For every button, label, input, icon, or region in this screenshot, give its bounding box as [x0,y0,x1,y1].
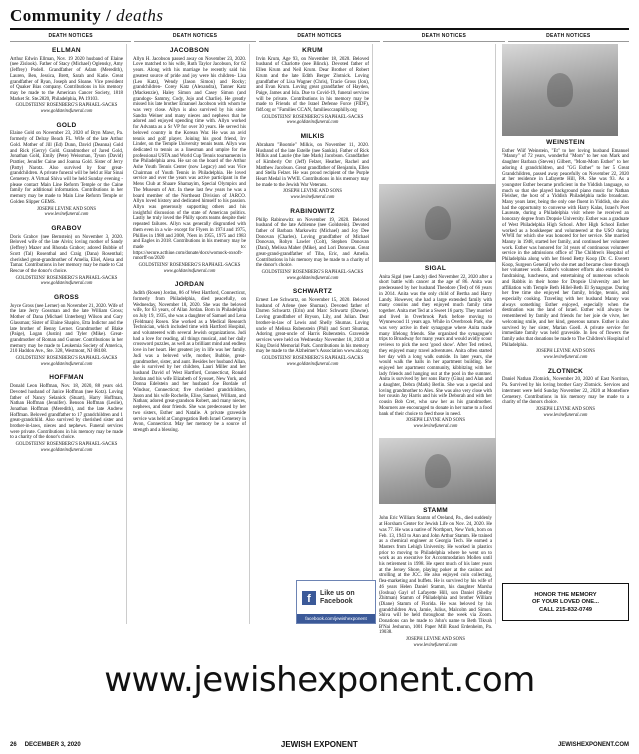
obituary-text: Allyn H. Jacobson passed away on November 23, 2020. Love matched to his wife, Ruth Taylor Jacobson, for 62 years. Along with his marriage he recently said his greatest source of pride and joy were his children- Lisa (Leo Katz), Wendy (Jason Simon) and Rocky; grandchildren- Corey Katz (Alexandra), Tanner Katz (Mackenzie), Haley Simon and Casey Simon (and grandogs- Sammy, Cody, Jojo and Charlie). He greatly missed his late brother Emanuel Jacobson with whom he was very close. Allyn is also survived by his sister Sandra Weiner and many nieces and nephews that he adored and enjoyed spending time with. Allyn worked for Advanta as a Sr VP for over 30 years. He served his beloved country in the Korean War. He was an avid tennis and golf player. Joining his good friend, Irv Linder, on the Temple University tennis team. Allyn was dedicated to tennis as a linesman and umpire for the professional USTA and World Cup Tennis tournaments in the Philadelphia area. He sat on the board of the Arthur Ashe Youth Tennis Center (now Legacy) and was Vice Chairman of Youth Tennis in Philadelphia. He loved service and over the years was active participant in the Mens Club at Shaare Shamayim, Special Olympics and The Museum of Art. In these last few years he was a board member of the Northeast Division of JARCO. Allyn loved history and dedicated himself to his passion. Allyn was generously supporting others and his insightful discussion of the state of American politics. Lastly he truly loved the Philly sports teams despite their repeated failures. Allyn was generally disgruntled with them even in a win- except for Flyers in 1974 and 1975, Phillies in 1980 and 2008, 76ers in 1955, 1975 and 1983 and Eagles in 2018. Contributions in his memory may be made to: https://secure.acthiue.com/donate/docs/womock-oxsoft-runorff-no/2020 [133,56,246,262]
portrait-silhouette [547,73,573,107]
obituary [10,123,123,218]
obituary-photo [379,184,496,262]
notice-column-5 [502,44,629,624]
column-label: DEATH NOTICES [134,32,255,42]
funeral-home-website: www.goldsteinsfuneral.com [40,281,93,287]
page-number: 26 [10,741,17,748]
obituary [133,48,246,274]
issue-date: DECEMBER 3, 2020 [24,741,81,748]
obituary-name: SCHWARTZ [292,288,333,296]
obituary [379,508,492,649]
funeral-home-website: www.goldsteinsfuneral.com [40,447,93,453]
obituary [502,369,629,419]
obituary-text: Philip Rabinowitz on November 19, 2020. Beloved husband of the late Adrienne (nee Goldstein). Devoted father of Barbara Markowitz (Michael) and Joy Dee Donovan (Charles). Loving grandfather of Michael Donovan, Robyn Lawler (Colt), Stephen Donovan (Dani), Melissa Maher (Mike), and Lori Donovan. Great great-grand-grandfather of Tiba, Eric, and Amelia. Contributions in his memory may be made to a charity of the donor's choice. [256,217,369,269]
obituary-text: Donald Leon Hoffman, Nov. 18, 2020, 88 years old. Devoted husband of Janice Hoffman (nee Kotz). Loving father of Nancy Selanick (Stuart), Harry Hoffman, Nathan Hoffman (Jennifer). Benson Hoffman (Leslie), Jonathan Hoffman (Meredith), and the late Andrew Hoffman. Beloved grandfather to 17 grandchildren and 1 great-grandchild. Also survived by cherished sister and brother-in-laws, nieces and nephews. Funeral services were private. Contributions in his memory may be made to a charity of the donor's choice. [10,384,123,441]
obituary [133,282,246,433]
obituary-name: STAMM [423,506,448,514]
obituary-text: Irvin Krum, Age 93, on November 18, 2020. Beloved husband of Charlotte (nee Blinck). Devoted father of Ellen Krum and Neil Krum. Dear Brother of Robert Krum and the late Edith Berger Zlotnick. Loving grandfather of Lisa Wagner (Chris), Tracie Gross (Jon), and Evan Krum. Loving great grandfather of Hayden, Paige, James and Isla. Due to Covid-19, funeral services will be private. Contributions in his memory may be made to Friends of the Israel Defense Force (FIDF), fidf.org or "Families CCAN, familiesccanphilly.org [256,56,369,114]
publication-site: JEWISHEXPONENT.COM [557,741,629,748]
funeral-home: GOLDSTEINS' ROSENBERG'S RAPHAEL-SACKS [15,275,118,281]
obituary-name: GOLD [56,121,77,129]
funeral-home-website: www.levinefuneral.com [543,412,588,418]
obituary-name: WEINSTEIN [546,139,585,146]
header-rule [10,28,629,30]
obituary-name: JORDAN [174,281,205,289]
obituary [256,48,369,126]
page-header [10,6,629,32]
honor-phone: CALL 215-832-0749 [538,607,593,613]
funeral-home: JOSEPH LEVINE AND SONS [406,637,465,643]
obituary-name: ELLMAN [52,47,81,54]
obituary-text: Arthur Edwin Ellman, Nov. 19 2020 husband of Elaine (nee Zislook). Father of Stacy (Michael) Oglensky, Amy (Jeffrey) Podell. Grandfather of Adam (Meredith), Lauren, Ben, Jessica, Brett, Sarah and Katie. Great grandfather of Ryan, Joseph and Sloane. Vice president of Quaker Bias company. Contributions in his memory may be made to the American Cancer Society, 1818 Market St. Ste.2820, Philadelphia, PA 19103. [10,56,123,102]
obituary [256,289,369,367]
funeral-home: JOSEPH LEVINE AND SONS [406,418,465,424]
obituary-name: RABINOWITZ [290,207,335,215]
funeral-home: GOLDSTEINS' ROSENBERG'S RAPHAEL-SACKS [261,114,364,120]
obituary-text: John Eric William Stamm of Oreland, Pa., died suddenly at Horsham Center for Jewish Life on Nov. 24, 2020. He was 77. He was a native of Northport, New York, born on Feb. 13, 1943 to Ann and John Arthur Stamm. He trained as a chemical engineer at Georgia Tech. He earned a Masters from Lehigh University. He worked in plastics prior to moving to Philadelphia where he went on to work as an executive for Accommodation Mollen until his retirement in 1998. He spent much of his later years at the Jersey Shore, playing poker at the casinos and strolling at the JCC. He also enjoyed coin collecting, flea-marketing and buffets. He is survived by his wife of 46 years Helen Daniel Stamm, his daughter Marsha (Joshua) Gayl of Lafayette Hill, son Daniel (Shelby Zhitman) Stamm of Philadelphia and brother William (Diane) Stamm of Florida. He was beloved by his grandchildren Ava, Jamie, Julius, Malcolm and Simon. Shiva will be held throughout the week via Zoom. Donations can be made to John's name to Beth Tikvah B'Nai Jeshurun, 1001 Paper Mill Road Erdenheim, Pa. 19038. [379,516,492,636]
portrait-silhouette [425,206,451,240]
obituary-text: Daniel Nathan Zlotnick, November 20, 2020 of East Norriton, Pa. Survived by his loving brother Gary Zlotnick. Services and interment were held Sunday November 22, 2020 at Montefiore Cemetery. Contributions in his memory may be made to a charity of the donors choice. [502,377,629,406]
funeral-home-website: www.levinefuneral.com [413,642,458,648]
obituary-text: Anita Sigal (nee Landy) died November 22, 2020 after a short battle with cancer at the age of 86. Anita was predeceased by her husband Theodore (Ted) of 66 years in 2014. Anita was the only child of Bertha and Harry Landy. However, she had a large extended family with many cousins and they enjoyed much family time together. Anita met Ted at a Sweet 16 party. They married and lived in Overbrook Park before moving to Wynnewood 11 years ago. While in Overbrook Park, she was very active in their synagogue where Anita made many lifelong friends. She organized the synagogue's trips to Broadway for many years and would avidly scour reviews to pick the next 'good show'. After Ted retired, they enjoyed many travel adventures. Anita often started her day with a long walk outside. In later years, she would walk the halls in her apartment building. She enjoyed her apartment community, kibbitzing with her lady friends and hanging out at the pool in the summer. Anita is survived by her sons Barry (Gina) and Alan and a daughter, Debra (Mark) Berlin. She was a special and loving grandmother to Alex. She was also very close with her cousin Jay Harris and his wife Deborah and with her cousin Bob Cret, who saw her as his grandmother. Mourners are encouraged to donate in her name to a food bank of their choice to feed those in need. [379,274,493,417]
obituary-name: JACOBSON [169,47,210,54]
section-name: Community [10,6,102,25]
website-banner[interactable]: www.jewishexponent.com [104,660,535,700]
facebook-like-line2: Facebook [320,597,353,605]
honor-line-1: HONOR THE MEMORY [534,592,597,598]
obituary-text: Ernest Lee Schwartz, on November 15, 2020. Beloved husband of Arlene (nee Shumas). Devoted father of Darren Schwartz (Erin) and Marc Schwartz (Dawne). Loving grandfather of Bryson, Lily, and Julian. Dear brother-in-law of Lewis and Shelly Shumas. Loving uncle of Melissa Rubenstein (Phil) and Scott Shumas. Adoring great-uncle of Harris Rubenstein. Graveside services were held on Wednesday November 18, 2020 at King David Memorial Park. Contributions in his memory may be made to the Alzheimer's Association www.alz.org [256,298,369,355]
obituary-name: MILKIS [300,133,325,141]
obituary-text: Elaine Gold on November 23, 2020 of Bryn Mawr, Pa. formerly of Delray Beach FL. Wife of the late Arthur Gold. Mother of Jill (Ed) Dunn, David (Deanna) Gold and Rick (Gerry) Gold. Grandmother of Jared Gold, Jonathan Gold, Emily (Pete) Weissman, Tyson (David) Prattier, Jennifer Caine and Joanna Gold. Sister of Jerry (Patty) Narotz. Also survived by four great-grandchildren. A private funeral will be held at Har Sinai Cemetery. A Virtual Shiva will be held Sunday evening - please contact Main Line Reform Temple or the Caine family for additional information. Contributions in her memory may be made to Main Line Reform Temple or Golden Slipper GEMS. [10,131,123,205]
funeral-home: GOLDSTEINS' ROSENBERG'S RAPHAEL-SACKS [261,356,364,362]
obituary-text: Doris Grabov (nee Bernstein) on November 3, 2020. Beloved wife of the late Alvin; loving mother of Sandy (Jeffrey) Mazer and Rhonda Grabov; adored Bubbie of Scott (Tal) Rosenthal and Craig (Dana) Rosenthal; cherished great-grandmother of Amelia, Eliel, Alexa and Tamar. Contributions in her memory may be made to Cat Rescue of the donor's choice. [10,234,123,274]
obituary-text: Joyce Gross (nee Lerner) on November 21, 2020. Wife of the late Jerry Gossman and the late William Gross; Mother of Dana (Michael Unterberg) Wilson and Gary Glassman; Sister of Elaine Shapiro, Etta Indictor and the late brother of Benny Lerner. Grandmother of Blake (Paige), Logan (Justin) and Tyler (Mike). Great-grandmother of Roman and Gunner. Contributions in her memory may be made to Leukemia Society of America, 210 Haddon Ave., Ste. 328, Westmont, NJ 08108. [10,303,123,355]
obituary-text: Judith (Rosen) Jordan, 86 of West Hartford, Connecticut, formerly from Philadelphia, died peacefully, on Wednesday, November 18, 2020. She was the beloved wife, for 63 years, of Allan Jordan. Born in Philadelphia on July 19, 1935, she was a daughter of Samuel and Lena (Feldman) Rosen. She worked as a Medical Research Technician, which included time with Hartford Hospital, and volunteered with several Jewish organizations. Judi had a love for reading, all things musical, and her daily crossword puzzles, as well as a brilliant mind and endless love in her heart. Her greatest joy in life was her family. Judi was a beloved wife, mother, Bubbie, great-grandmother, sister, and aunt. Besides her husband Allan, she is survived by her children, Lauri Miller and her husband David of West Hartford, Connecticut, Ronald Jordan and his wife Elizabeth of Syosset, New York, and Donna Edelstein and her husband Joe Bordale of Windsor, Connecticut; five cherished grandchildren, Jason and his wife Rochelle, Elise, Samuel, William, and Nathan; adored great-grandson Robert, and many nieces, nephews, and dear friends. She was predeceased by her two sisters, Esther and Natalie. A private graveside service was held at Congregation Beth Israel Cemetery in Avon, Connecticut. May her memory be a source of strength and a blessing. [133,291,246,433]
facebook-like-line1: Like us on [320,589,355,597]
obituary [502,140,629,361]
funeral-home-website: www.levinefuneral.com [543,355,588,361]
funeral-home-website: www.goldsteinsfuneral.com [286,275,339,281]
funeral-home-website: www.goldsteinsfuneral.com [163,268,216,274]
section-title [10,6,629,26]
obituary [256,134,369,201]
funeral-home-website: www.goldsteinsfuneral.com [286,361,339,367]
death-notice-labels [10,32,629,42]
facebook-ad[interactable] [296,580,376,624]
obituary-text: Esther Wiif Weinstein, "Et" to her loving husband Emanuel "Manny" of 72 years, wonderful "Mom" to her son Mark and daughter Barbara (Steven) Gilbert, "Mom-Mom Esther" to her adoring 4 grandchildren, and "GG Esther" to her 5 Great Grandchildren, passed away peacefully on November 22, 2020 at her residence in Lafayette Hill, PA. She was 93. As a youngster Esther became proficient in the Yiddish language, so much so that she played background piano music for Nathan Fleisher, the host of a Yiddish Philadelphia radio broadcast. Many years later, being the only one fluent in Yiddish, she also had the opportunity to converse with Harry Kalas, Israel's Poet Laureate, during a Philadelphia visit where he received an honorary degree from Dropsie University. Esther was a graduate of West Philadelphia High School. After High School Esther worked as a bookkeeper and volunteered at the USO during WWII for which she was honored for her service. She married Manny in 1948, started her family, and continued her volunteer work. Esther was honored for 34 years of continuous volunteer service in the admissions office of The Children's Hospital of Philadelphia along with her friend Betty Koop (Dr. C. Everett Koop, Surgeon General) who she met and became close through her volunteer work. Esther's volunteer efforts also extended to fundraising, luncheons, and entertaining of numerous schools and Rabbis in their home for Dropsie University and her affiliation with Temple Beth Hillel-Beth El Synagogue. During her free time she enjoyed her family, bridge, tennis, and especially cooking. Traveling with her husband Manny was always something Esther enjoyed, especially when the destination was the land of Israel. Esther will always be remembered by family and friends for her joie de vivre, her welcoming smile, and her kind, generous nature. Esther is also survived by her sister, Marian Goell. A private service for immediate family was held graveside. In lieu of flowers the family asks that donations be made to The Children's Hospital of Philadelphia. [502,148,629,348]
obituary [379,266,492,430]
obituary-name: GROSS [54,294,79,302]
notice-column-1 [10,44,127,624]
funeral-home: JOSEPH LEVINE AND SONS [283,189,342,195]
obituary-photo [379,438,496,504]
obituary-name: SIGAL [424,265,447,272]
publication-name: JEWISH EXPONENT [280,740,358,749]
obituary-name: GRABOV [51,224,82,232]
page-footer [10,740,629,749]
obituary [10,48,123,115]
footer-left [10,742,81,748]
section-separator: / [101,6,117,25]
column-label: DEATH NOTICES [259,32,380,42]
honor-line-2: OF YOUR LOVED ONE... [532,599,599,605]
obituary-name: KRUM [302,47,323,54]
facebook-like-text [320,590,355,606]
facebook-icon: f [302,591,316,605]
funeral-home: JOSEPH LEVINE AND SONS [536,406,595,412]
obituary [10,295,123,367]
funeral-home-website: www.goldsteinsfuneral.com [40,109,93,115]
column-label: DEATH NOTICES [508,32,629,42]
funeral-home-website: www.goldsteinsfuneral.com [40,361,93,367]
obituary-name: ZLOTNICK [547,367,584,375]
obituary-text: Abraham "Boomie" Milkis, on November 11, 2020. Husband of the late Estelle (nee Sankin). Father of Rick Milkis and Laurie (the late Mark) Jacobson. Grandfather of Kimberly Orr (Jeff) Felzer, Heather, Rachel and Matthew Jacobson. Great grandfather of Benjamin, Ellen and Stella Felzer. He was proud recipient of the Purple Heart Medal in WWII. Contributions in his memory may be made to the Jewish War Veterans. [256,142,369,188]
notice-column-4 [379,44,496,648]
obituary [256,209,369,281]
column-label: DEATH NOTICES [10,32,131,42]
obituary [10,226,123,287]
section-subtitle: deaths [116,6,164,25]
funeral-home-website: www.goldsteinsfuneral.com [286,120,339,126]
column-label: DEATH NOTICES [383,32,504,42]
funeral-home: GOLDSTEINS' ROSENBERG'S RAPHAEL-SACKS [261,269,364,275]
notice-column-3 [256,44,373,624]
obituary [10,375,123,453]
notice-column-2 [133,44,250,624]
funeral-home: GOLDSTEINS' ROSENBERG'S RAPHAEL-SACKS [15,103,118,109]
funeral-home: GOLDSTEINS' ROSENBERG'S RAPHAEL-SACKS [138,263,241,269]
funeral-home-website: www.levinefuneral.com [290,195,335,201]
obituary-name: HOFFMAN [49,374,84,382]
funeral-home: JOSEPH LEVINE AND SONS [536,349,595,355]
facebook-url[interactable]: facebook.com/jewishexponent [297,614,375,623]
funeral-home-website: www.levinefuneral.com [413,423,458,429]
honor-memory-ad [502,583,629,621]
obituary-photo [502,44,618,136]
funeral-home-website: www.levinefuneral.com [44,212,89,218]
funeral-home: GOLDSTEINS' ROSENBERG'S RAPHAEL-SACKS [15,356,118,362]
funeral-home: JOSEPH LEVINE AND SONS [37,206,96,212]
funeral-home: GOLDSTEINS' ROSENBERG'S RAPHAEL-SACKS [15,442,118,448]
portrait-silhouette [425,454,451,488]
facebook-ad-top [297,581,375,614]
